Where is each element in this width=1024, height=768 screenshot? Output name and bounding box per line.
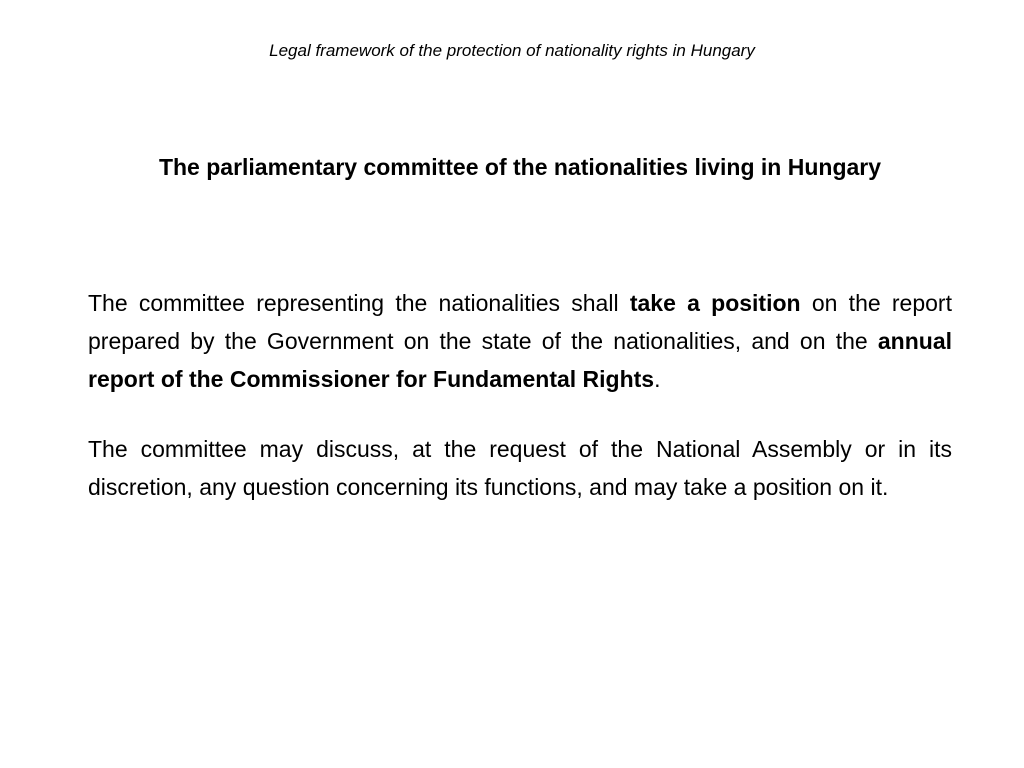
paragraph-text: on the report prepared by the Government on the state of the nationalities, and on the [88, 290, 952, 354]
paragraph-text: . [654, 366, 661, 392]
slide-header: Legal framework of the protection of nationality rights in Hungary [269, 41, 755, 60]
emphasis-annual-report: annual report of the Commissioner for Fundamental Rights [88, 328, 952, 392]
paragraph-committee-position [88, 284, 952, 398]
emphasis-take-a-position: take a position [629, 290, 801, 316]
slide-body [88, 284, 952, 506]
slide-title: The parliamentary committee of the nationalities living in Hungary [158, 154, 882, 180]
paragraph-text: The committee representing the nationalities shall [88, 290, 630, 316]
paragraph-committee-discussion: The committee may discuss, at the request of the National Assembly or in its discretion, any question concerning its functions, and may take a position on it. [88, 436, 952, 500]
